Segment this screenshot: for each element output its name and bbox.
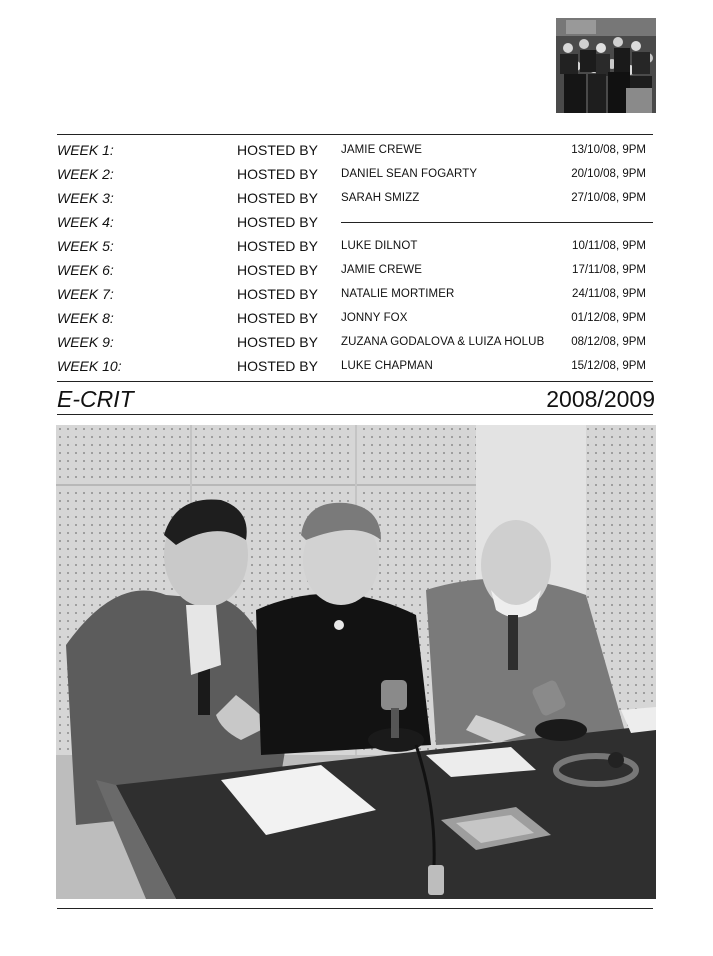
- hosted-by-label: HOSTED BY: [237, 142, 318, 158]
- schedule-row-week-5: [57, 234, 653, 258]
- session-date: 10/11/08, 9PM: [572, 240, 646, 252]
- schedule-row-week-7: [57, 282, 653, 306]
- hosted-by-label: HOSTED BY: [237, 190, 318, 206]
- week-label: WEEK 10:: [57, 358, 122, 374]
- session-date: 15/12/08, 9PM: [571, 360, 646, 372]
- session-date: 17/11/08, 9PM: [572, 264, 646, 276]
- title-bottom-rule: [57, 414, 653, 415]
- host-name: LUKE DILNOT: [341, 240, 418, 252]
- week-label: WEEK 6:: [57, 262, 114, 278]
- blank-host-line: [341, 222, 653, 223]
- radio-studio-image: [56, 425, 656, 899]
- title-top-rule: [57, 381, 653, 382]
- week-label: WEEK 1:: [57, 142, 114, 158]
- hosted-by-label: HOSTED BY: [237, 334, 318, 350]
- schedule-row-week-3: [57, 186, 653, 210]
- title-bar: [57, 383, 655, 415]
- schedule-row-week-1: [57, 138, 653, 162]
- host-name: JONNY FOX: [341, 312, 408, 324]
- schedule-row-week-2: [57, 162, 653, 186]
- schedule-row-week-9: [57, 330, 653, 354]
- audience-image: [556, 18, 656, 113]
- host-name: JAMIE CREWE: [341, 264, 422, 276]
- week-label: WEEK 2:: [57, 166, 114, 182]
- session-date: 01/12/08, 9PM: [571, 312, 646, 324]
- year-label: 2008/2009: [546, 386, 655, 412]
- session-date: 13/10/08, 9PM: [571, 144, 646, 156]
- host-name: JAMIE CREWE: [341, 144, 422, 156]
- week-label: WEEK 5:: [57, 238, 114, 254]
- session-date: 27/10/08, 9PM: [571, 192, 646, 204]
- schedule-top-rule: [57, 134, 653, 135]
- week-label: WEEK 7:: [57, 286, 114, 302]
- host-name: NATALIE MORTIMER: [341, 288, 455, 300]
- week-label: WEEK 4:: [57, 214, 114, 230]
- header-photo: [556, 18, 656, 113]
- schedule-row-week-6: [57, 258, 653, 282]
- week-label: WEEK 3:: [57, 190, 114, 206]
- hosted-by-label: HOSTED BY: [237, 214, 318, 230]
- schedule-row-week-8: [57, 306, 653, 330]
- hosted-by-label: HOSTED BY: [237, 262, 318, 278]
- schedule-row-week-4: [57, 210, 653, 234]
- hosted-by-label: HOSTED BY: [237, 238, 318, 254]
- session-date: 08/12/08, 9PM: [571, 336, 646, 348]
- host-name: LUKE CHAPMAN: [341, 360, 433, 372]
- session-date: 24/11/08, 9PM: [572, 288, 646, 300]
- schedule-row-week-10: [57, 354, 653, 378]
- main-photo: [56, 425, 656, 899]
- host-name: ZUZANA GODALOVA & LUIZA HOLUB: [341, 336, 545, 348]
- hosted-by-label: HOSTED BY: [237, 286, 318, 302]
- week-label: WEEK 9:: [57, 334, 114, 350]
- host-name: DANIEL SEAN FOGARTY: [341, 168, 478, 180]
- session-date: 20/10/08, 9PM: [571, 168, 646, 180]
- hosted-by-label: HOSTED BY: [237, 166, 318, 182]
- host-name: SARAH SMIZZ: [341, 192, 420, 204]
- week-label: WEEK 8:: [57, 310, 114, 326]
- hosted-by-label: HOSTED BY: [237, 310, 318, 326]
- bottom-rule: [57, 908, 653, 909]
- hosted-by-label: HOSTED BY: [237, 358, 318, 374]
- page-title: E-CRIT: [57, 386, 134, 412]
